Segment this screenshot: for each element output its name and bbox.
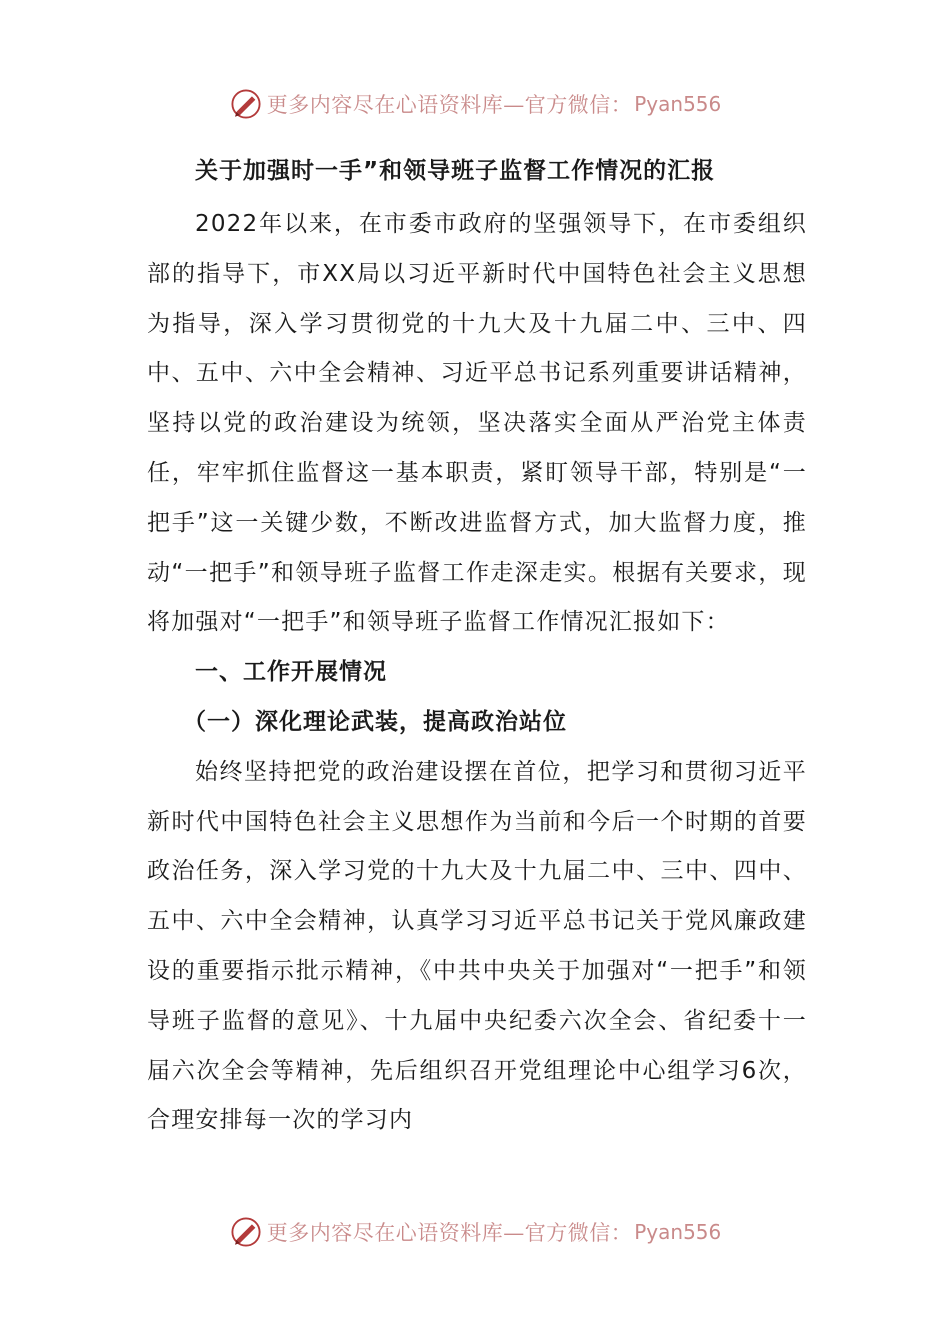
- pen-logo-icon: [229, 87, 263, 121]
- intro-paragraph: 2022年以来，在市委市政府的坚强领导下，在市委组织部的指导下，市XX局以习近平新时代中国特色社会主义思想为指导，深入学习贯彻党的十九大及十九届二中、三中、四中、五中、六中全会精神、习近平总书记系列重要讲话精神，坚持以党的政治建设为统领，坚决落实全面从严治党主体责任，牢牢抓住监督这一基本职责，紧盯领导干部，特别是“一把手”这一关键少数，不断改进监督方式，加大监督力度，推动“一把手”和领导班子监督工作走深走实。根据有关要求，现将加强对“一把手”和领导班子监督工作情况汇报如下：: [147, 211, 807, 636]
- document-body: [147, 150, 807, 1146]
- document-title: 关于加强时一手”和领导班子监督工作情况的汇报: [195, 158, 716, 184]
- watermark-header: [0, 82, 950, 126]
- body-paragraph: 始终坚持把党的政治建设摆在首位，把学习和贯彻习近平新时代中国特色社会主义思想作为当前和今后一个时期的首要政治任务，深入学习党的十九大及十九届二中、三中、四中、五中、六中全会精神，认真学习习近平总书记关于党风廉政建设的重要指示批示精神，《中共中央关于加强对“一把手”和领导班子监督的意见》、十九届中央纪委六次全会、省纪委十一届六次全会等精神，先后组织召开党组理论中心组学习6次，合理安排每一次的学习内: [147, 758, 807, 1134]
- watermark-wechat-id: Pyan556: [634, 92, 722, 116]
- subsection-heading: （一）深化理论武装，提高政治站位: [183, 708, 567, 735]
- watermark-text: 更多内容尽在心语资料库—官方微信：: [266, 1221, 633, 1245]
- watermark-text: 更多内容尽在心语资料库—官方微信：: [266, 93, 633, 117]
- watermark-wechat-id: Pyan556: [634, 1220, 722, 1244]
- watermark-footer: [0, 1210, 950, 1254]
- section-heading: 一、工作开展情况: [195, 659, 387, 686]
- pen-logo-icon: [229, 1215, 263, 1249]
